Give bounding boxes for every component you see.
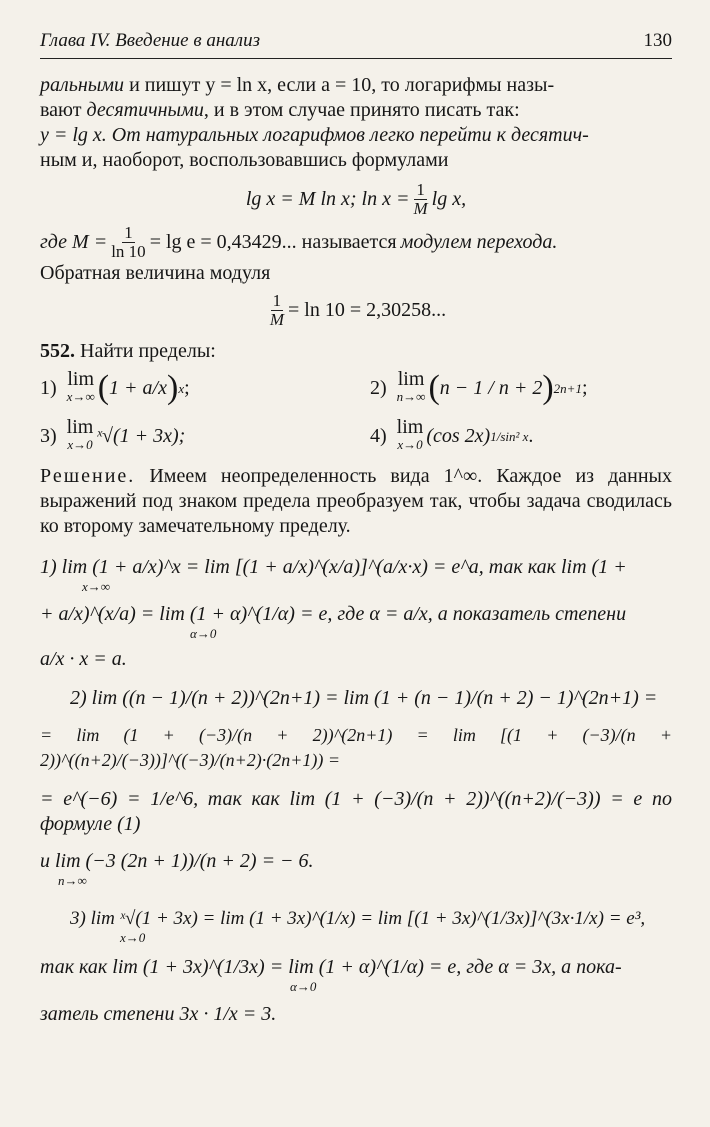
item-4-end: . [528, 424, 534, 447]
task-items [40, 370, 672, 454]
page-number: 130 [643, 30, 672, 51]
formula-1-num: 1 [416, 180, 425, 199]
inverse-modulus-line: Обратная величина модуля [40, 262, 271, 284]
task-number: 552. [40, 340, 75, 362]
solution-3-sub-2: α→0 [290, 979, 317, 994]
item-2: 2) lim n→∞ ( n − 1 / n + 2 ) 2n+1 ; [370, 368, 588, 406]
intro-line-2c: , и в этом случае принято писать так: [203, 99, 520, 121]
modulus-b: = lg e = 0,43429... называется [149, 231, 397, 253]
item-4 [370, 418, 672, 454]
solution-1-line-3: a/x · x = a. [40, 648, 127, 670]
solution-2-line-2: = lim (1 + (−3)/(n + 2))^(2n+1) = lim [(1 + (−3)/(n + 2))^((n+2)/(−3))]^((−3)/(n+2)·(2n+1)) = [40, 725, 672, 770]
item-3-sub: x→0 [67, 437, 93, 452]
solution-3-line-2: так как lim (1 + 3x)^(1/3x) = lim (1 + α)^(1/α) = e, где α = 3x, а пока- [40, 956, 622, 978]
solution-text: Имеем неопределенность вида 1^∞. Каждое из данных выражений под знаком предела преобразуем так, чтобы задача сводилась ко второму замечательному пределу. [40, 465, 672, 537]
solution-2-line-3: = e^(−6) = 1/e^6, так как lim (1 + (−3)/(n + 2))^((n+2)/(−3)) = e по формуле (1) [40, 788, 672, 835]
modulus-a: где M = [40, 231, 108, 253]
item-3-num: 3) [40, 424, 57, 447]
solution-2-line-4: и lim (−3 (2n + 1))/(n + 2) = − 6. [40, 850, 314, 872]
item-2-expr: n − 1 / n + 2 [439, 376, 543, 399]
item-2-num: 2) [370, 376, 387, 399]
solution-1 [40, 555, 672, 672]
formula-1-left: lg x = M ln x; ln x = [245, 188, 410, 210]
solution-3-line-1: 3) lim ˣ√(1 + 3x) = lim (1 + 3x)^(1/x) = lim [(1 + 3x)^(1/3x)]^(3x·1/x) = e³, [70, 908, 646, 929]
solution-3 [40, 906, 672, 1027]
item-3-expr: ˣ√(1 + 3x); [96, 424, 186, 447]
item-1: 1) lim x→∞ ( 1 + a/x ) x ; [40, 368, 190, 406]
item-1-lim: lim [67, 368, 95, 390]
item-1-end: ; [184, 376, 190, 399]
item-2-end: ; [581, 376, 588, 399]
solution-2-line-1: 2) lim ((n − 1)/(n + 2))^(2n+1) = lim (1 + (n − 1)/(n + 2) − 1)^(2n+1) = [70, 687, 658, 709]
solution-3-sub: x→0 [120, 930, 146, 945]
intro-word-decimal: десятичными [86, 99, 204, 121]
solution-1-sub-2: α→0 [190, 626, 217, 641]
task-text: Найти пределы: [75, 340, 216, 362]
item-1-expr: 1 + a/x [109, 376, 167, 399]
item-1-num: 1) [40, 376, 57, 399]
intro-line-1: и пишут y = ln x, если a = 10, то логарифмы назы- [124, 74, 555, 96]
item-4-sub: x→0 [397, 437, 423, 452]
item-4-num: 4) [370, 424, 387, 447]
item-2-lim: lim [397, 368, 425, 390]
formula-inverse [40, 292, 672, 329]
formula-2-den: M [269, 310, 285, 329]
item-4-pow: 1/sin² x [490, 428, 529, 444]
intro-line-3: y = lg x. От натуральных логарифмов легко перейти к десятич- [40, 124, 589, 146]
intro-paragraph [40, 73, 672, 173]
solution-2-sub: n→∞ [58, 873, 87, 888]
task-heading [40, 339, 672, 364]
formula-1-right: lg x, [431, 188, 467, 210]
formula-2-right: = ln 10 = 2,30258... [288, 299, 447, 321]
item-4-expr: (cos 2x) [426, 424, 491, 447]
formula-1-den: M [413, 199, 428, 218]
formula-log-conversion [40, 181, 672, 218]
item-2-sub: n→∞ [396, 389, 426, 404]
intro-word-natural: ральными [40, 74, 125, 96]
modulus-den: ln 10 [111, 242, 146, 261]
modulus-line [40, 224, 672, 261]
modulus-num: 1 [124, 223, 133, 242]
running-header [40, 30, 672, 59]
item-3-lim: lim [66, 416, 94, 438]
item-2-pow: 2n+1 [553, 380, 582, 396]
solution-label: Решение. [40, 465, 136, 487]
intro-line-4: ным и, наоборот, воспользовавшись формулами [40, 149, 449, 171]
solution-1-sub: x→∞ [82, 579, 111, 594]
item-4-lim: lim [396, 416, 424, 438]
item-3 [40, 418, 370, 454]
solution-2 [40, 686, 672, 888]
solution-3-line-3: затель степени 3x · 1/x = 3. [40, 1003, 277, 1025]
formula-2-num: 1 [272, 291, 282, 310]
chapter-title: Глава IV. Введение в анализ [40, 30, 260, 51]
item-1-sub: x→∞ [66, 389, 95, 404]
solution-1-line-2: + a/x)^(x/a) = lim (1 + α)^(1/α) = e, где α = a/x, а показатель степени [40, 603, 627, 625]
solution-paragraph [40, 464, 672, 539]
intro-line-2a: вают [40, 99, 87, 121]
modulus-term: модулем перехода. [400, 231, 558, 253]
solution-1-line-1: 1) lim (1 + a/x)^x = lim [(1 + a/x)^(x/a)]^(a/x·x) = e^a, так как lim (1 + [40, 556, 627, 578]
item-1-pow: x [178, 380, 185, 396]
